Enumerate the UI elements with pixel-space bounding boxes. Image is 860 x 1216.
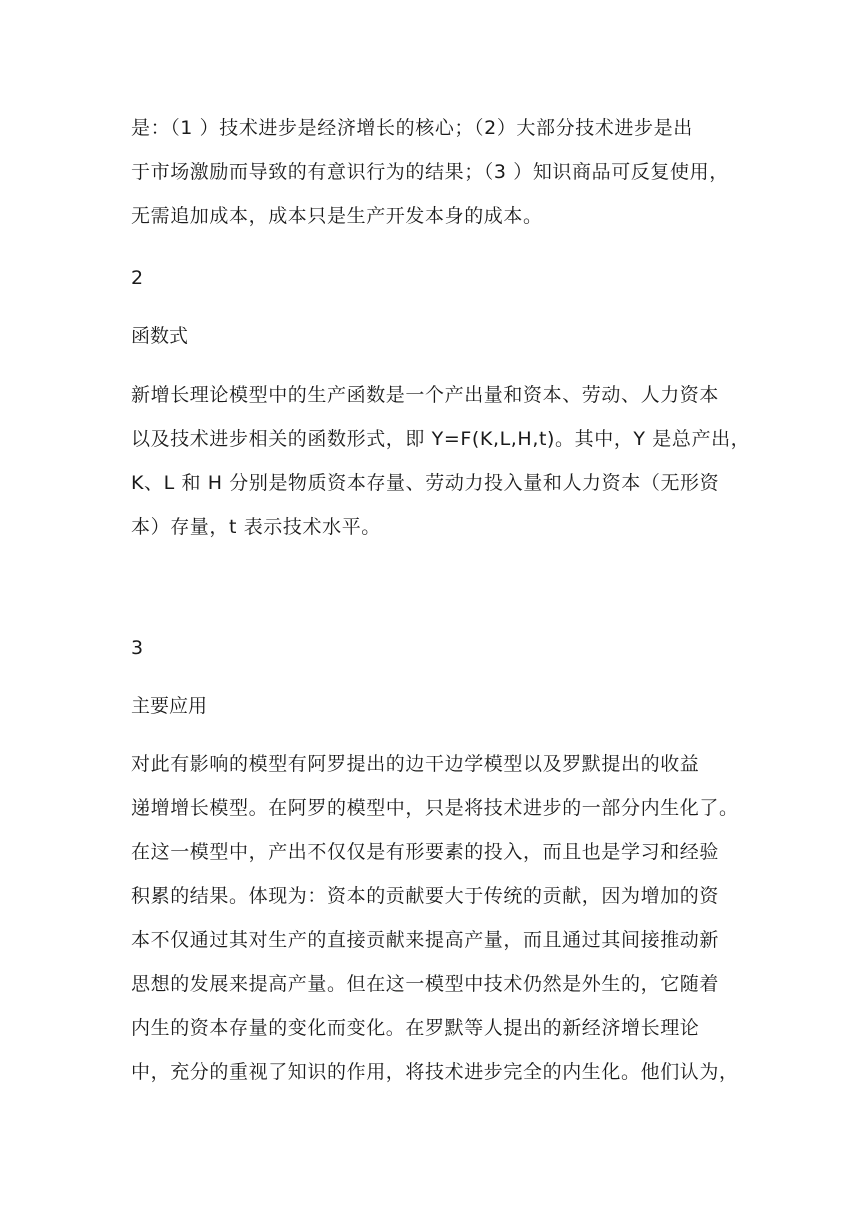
- text-line: 本不仅通过其对生产的直接贡献来提高产量，而且通过其间接推动新: [131, 929, 720, 951]
- text-line: 递增增长模型。在阿罗的模型中，只是将技术进步的一部分内生化了。: [131, 797, 739, 819]
- section-title-function: 函数式: [131, 325, 189, 347]
- text-line: 积累的结果。体现为：资本的贡献要大于传统的贡献，因为增加的资: [131, 885, 720, 907]
- text-line: 本）存量，t 表示技术水平。: [131, 516, 381, 538]
- paragraph-application: [131, 742, 739, 1094]
- text-line: 以及技术进步相关的函数形式，即 Y=F(K,L,H,t)。其中，Y 是总产出，: [131, 428, 751, 450]
- text-line: 中，充分的重视了知识的作用，将技术进步完全的内生化。他们认为，: [131, 1061, 739, 1083]
- text-line: 无需追加成本，成本只是生产开发本身的成本。: [131, 205, 543, 227]
- text-line: 是：（1 ）技术进步是经济增长的核心；（2）大部分技术进步是出: [131, 117, 693, 139]
- section-number-2: 2: [131, 267, 144, 289]
- text-line: K、L 和 H 分别是物质资本存量、劳动力投入量和人力资本（无形资: [131, 472, 720, 494]
- text-line: 在这一模型中，产出不仅仅是有形要素的投入，而且也是学习和经验: [131, 841, 720, 863]
- text-line: 新增长理论模型中的生产函数是一个产出量和资本、劳动、人力资本: [131, 384, 720, 406]
- text-line: 于市场激励而导致的有意识行为的结果；（3 ）知识商品可反复使用，: [131, 161, 729, 183]
- section-title-application: 主要应用: [131, 695, 208, 717]
- text-line: 思想的发展来提高产量。但在这一模型中技术仍然是外生的，它随着: [131, 973, 720, 995]
- paragraph-intro: [131, 106, 731, 238]
- text-line: 对此有影响的模型有阿罗提出的边干边学模型以及罗默提出的收益: [131, 753, 700, 775]
- text-line: 内生的资本存量的变化而变化。在罗默等人提出的新经济增长理论: [131, 1017, 700, 1039]
- section-number-3: 3: [131, 637, 144, 659]
- paragraph-function: [131, 373, 751, 549]
